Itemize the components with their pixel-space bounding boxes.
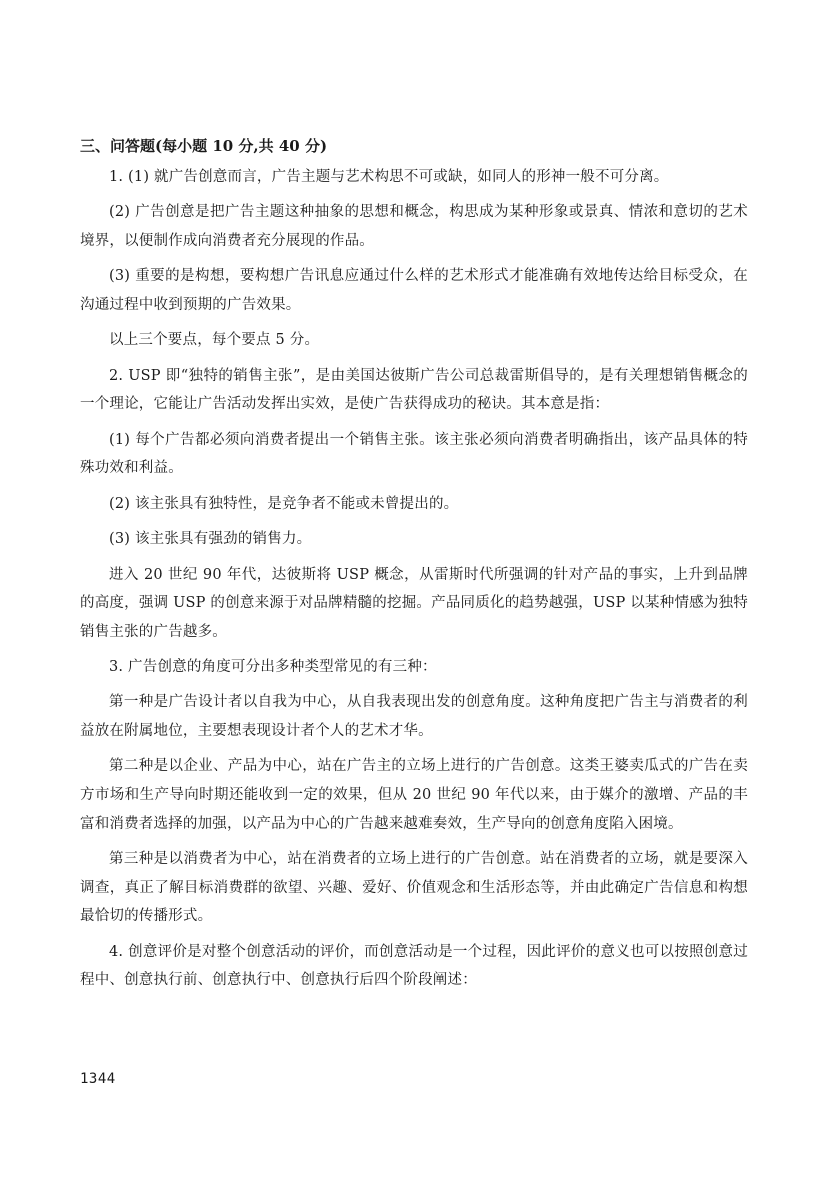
paragraph-q2-intro: 2. USP 即“独特的销售主张”，是由美国达彼斯广告公司总裁雷斯倡导的，是有关理想销售概念的一个理论，它能让广告活动发挥出实效，是使广告获得成功的秘诀。其本意是指：: [80, 367, 748, 413]
paragraph-q1-scoring: 以上三个要点，每个要点 5 分。: [109, 332, 320, 349]
paragraph-q3-type3: 第三种是以消费者为中心，站在消费者的立场上进行的广告创意。站在消费者的立场，就是要深入调查，真正了解目标消费群的欲望、兴趣、爱好、价值观念和生活形态等，并由此确定广告信息和构想最恰切的传播形式。: [80, 851, 748, 925]
paragraph-q2-extension: 进入 20 世纪 90 年代，达彼斯将 USP 概念，从雷斯时代所强调的针对产品的事实，上升到品牌的高度，强调 USP 的创意来源于对品牌精髓的挖掘。产品同质化的趋势越强，USP 以某种情感为独特销售主张的广告越多。: [80, 566, 748, 640]
paragraph-q3-intro: 3. 广告创意的角度可分出多种类型常见的有三种：: [109, 659, 437, 676]
page-number: 1344: [80, 1071, 116, 1087]
paragraph-q2-point2: (2) 该主张具有独特性，是竞争者不能或未曾提出的。: [109, 495, 459, 512]
paragraph-q1-point2: (2) 广告创意是把广告主题这种抽象的思想和概念，构思成为某种形象或景真、情浓和意切的艺术境界，以便制作成向消费者充分展现的作品。: [80, 204, 748, 249]
paragraph-q1-point3: (3) 重要的是构想，要构想广告讯息应通过什么样的艺术形式才能准确有效地传达给目标受众，在沟通过程中收到预期的广告效果。: [80, 268, 748, 313]
paragraph-q1-point1: 1. (1) 就广告创意而言，广告主题与艺术构思不可或缺，如同人的形神一般不可分离。: [109, 169, 669, 185]
paragraph-q3-type2: 第二种是以企业、产品为中心，站在广告主的立场上进行的广告创意。这类王婆卖瓜式的广告在卖方市场和生产导向时期还能收到一定的效果，但从 20 世纪 90 年代以来，由于媒介的激增、产品的丰富和消费者选择的加强，以产品为中心的广告越来越难奏效，生产导向的创意角度陷入困境。: [80, 758, 748, 832]
paragraph-q2-point3: (3) 该主张具有强劲的销售力。: [109, 531, 312, 548]
paragraph-q4-intro: 4. 创意评价是对整个创意活动的评价，而创意活动是一个过程，因此评价的意义也可以按照创意过程中、创意执行前、创意执行中、创意执行后四个阶段阐述：: [80, 943, 748, 989]
paragraph-q2-point1: (1) 每个广告都必须向消费者提出一个销售主张。该主张必须向消费者明确指出，该产品具体的特殊功效和利益。: [80, 431, 748, 477]
paragraph-q3-type1: 第一种是广告设计者以自我为中心，从自我表现出发的创意角度。这种角度把广告主与消费者的利益放在附属地位，主要想表现设计者个人的艺术才华。: [80, 694, 748, 740]
section-title: 三、问答题(每小题 10 分,共 40 分): [80, 137, 328, 155]
answer-content: [80, 163, 748, 1002]
